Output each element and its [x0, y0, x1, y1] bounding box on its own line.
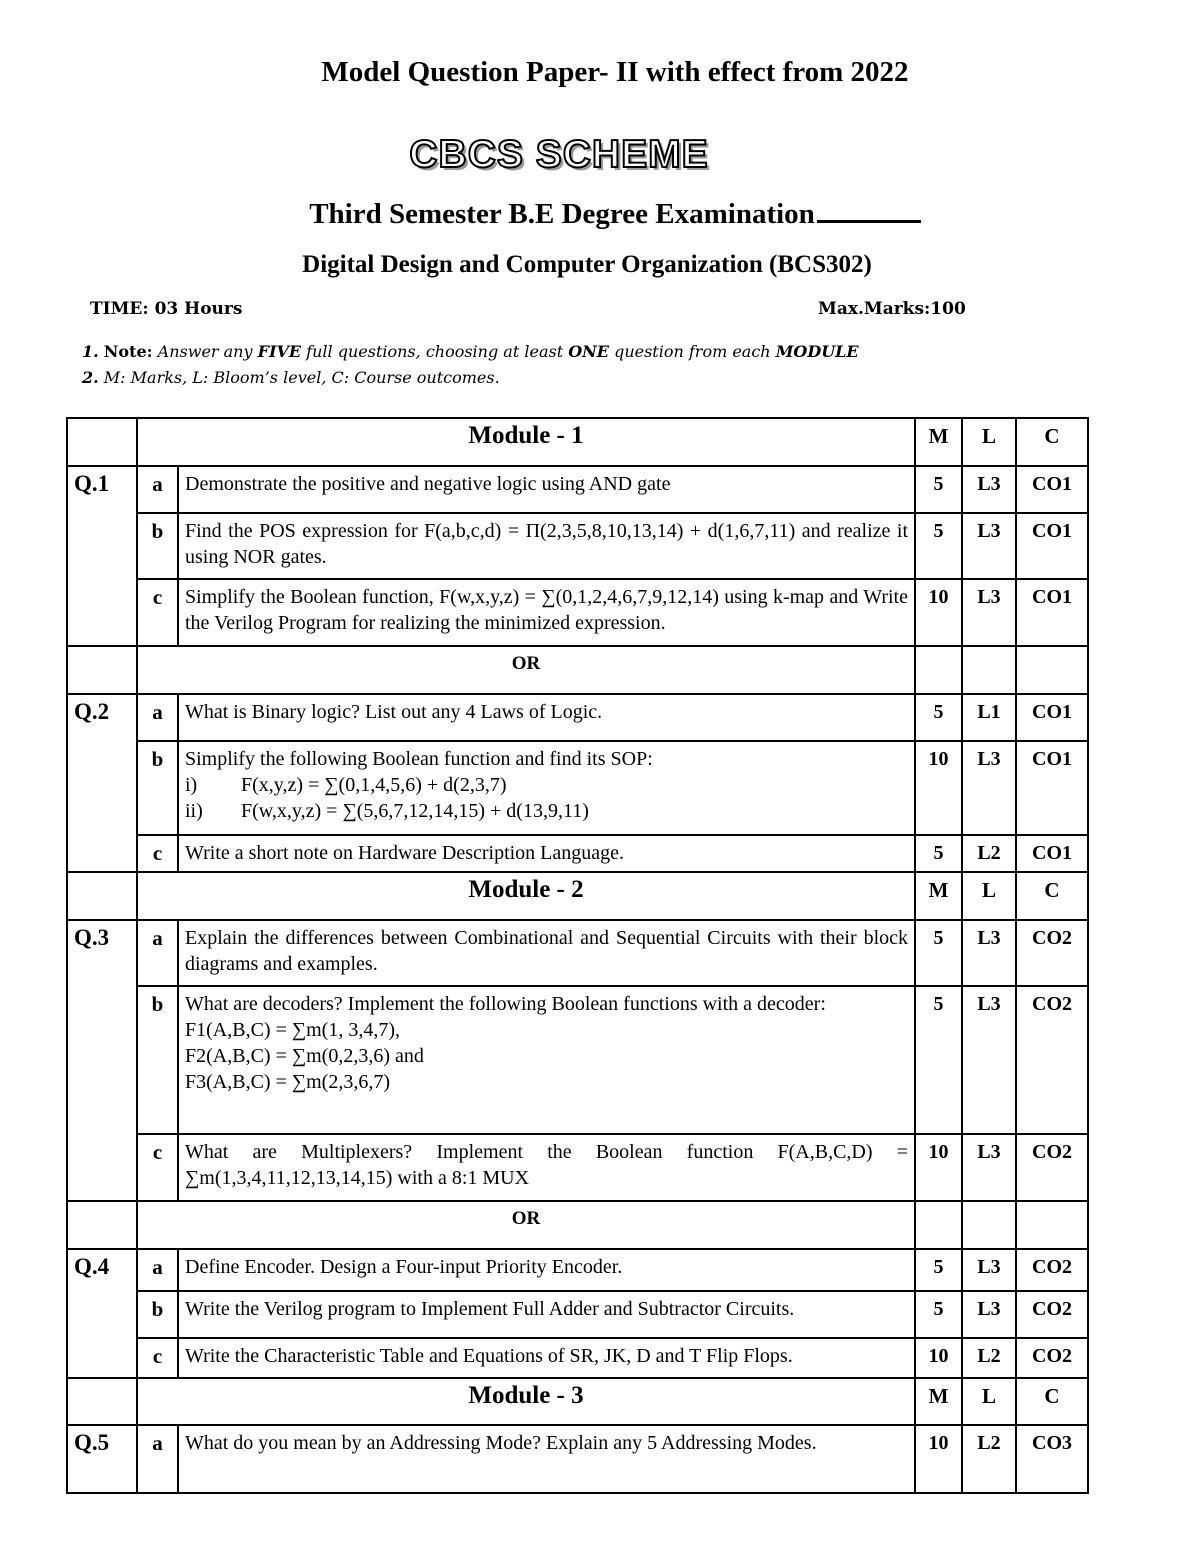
max-marks-label: Max.Marks:100: [818, 299, 966, 319]
co-column-header: C: [1016, 418, 1088, 466]
sub-item-text: F(x,y,z) = ∑(0,1,4,5,6) + d(2,3,7): [241, 774, 507, 796]
marks-column-header: M: [915, 1378, 962, 1425]
level-value: L2: [962, 835, 1016, 872]
part-label: a: [137, 1249, 178, 1291]
module-title: Module - 2: [137, 872, 915, 920]
co-value: CO2: [1016, 1134, 1088, 1201]
part-label: c: [137, 579, 178, 646]
question-row: [67, 466, 1088, 513]
sub-item: [185, 798, 908, 824]
question-row: [67, 920, 1088, 986]
function-line: F2(A,B,C) = ∑m(0,2,3,6) and: [185, 1045, 424, 1067]
question-text: Define Encoder. Design a Four-input Priority Encoder.: [178, 1249, 915, 1291]
empty-cell: [1016, 1201, 1088, 1249]
level-value: L2: [962, 1425, 1016, 1493]
note-2: [82, 368, 500, 387]
empty-cell: [67, 646, 137, 694]
function-line: F1(A,B,C) = ∑m(1, 3,4,7),: [185, 1019, 400, 1041]
note-2-text: M: Marks, L: Bloom’s level, C: Course outcomes.: [103, 368, 500, 387]
question-text: What are decoders? Implement the following Boolean functions with a decoder:: [185, 993, 826, 1015]
empty-cell: [67, 872, 137, 920]
module-header-row: [67, 872, 1088, 920]
co-value: CO3: [1016, 1425, 1088, 1493]
question-row: [67, 1338, 1088, 1378]
marks-value: 5: [915, 835, 962, 872]
marks-value: 5: [915, 1291, 962, 1338]
marks-value: 5: [915, 694, 962, 741]
question-row: [67, 1249, 1088, 1291]
question-number: Q.2: [67, 694, 137, 872]
marks-value: 10: [915, 1425, 962, 1493]
question-text-block: [178, 986, 915, 1134]
function-line: F3(A,B,C) = ∑m(2,3,6,7): [185, 1071, 390, 1093]
or-label: OR: [137, 1201, 915, 1249]
question-text: Simplify the following Boolean function and find its SOP:: [185, 748, 653, 770]
level-value: L3: [962, 920, 1016, 986]
question-number: Q.1: [67, 466, 137, 646]
note-1-text-c: full questions, choosing at least: [306, 342, 564, 361]
question-row: [67, 513, 1088, 579]
or-row: [67, 646, 1088, 694]
empty-cell: [915, 1201, 962, 1249]
level-value: L3: [962, 741, 1016, 835]
part-label: a: [137, 1425, 178, 1493]
part-label: a: [137, 466, 178, 513]
note-1-text-e: question from each: [614, 342, 771, 361]
note-1: [82, 342, 859, 361]
question-row: [67, 986, 1088, 1134]
exam-title-text: Third Semester B.E Degree Examination: [309, 198, 815, 230]
or-row: [67, 1201, 1088, 1249]
note-1-number: 1.: [82, 342, 99, 361]
module-title: Module - 1: [137, 418, 915, 466]
empty-cell: [962, 646, 1016, 694]
question-text: Find the POS expression for F(a,b,c,d) = Π(2,3,5,8,10,13,14) + d(1,6,7,11) and realize it using NOR gates.: [178, 513, 915, 579]
marks-column-header: M: [915, 872, 962, 920]
question-row: [67, 579, 1088, 646]
empty-cell: [915, 646, 962, 694]
marks-value: 5: [915, 986, 962, 1134]
level-value: L3: [962, 986, 1016, 1134]
empty-cell: [67, 1378, 137, 1425]
level-value: L3: [962, 579, 1016, 646]
part-label: c: [137, 1134, 178, 1201]
exam-title: [0, 196, 1200, 231]
note-1-five: FIVE: [257, 342, 302, 361]
marks-value: 5: [915, 1249, 962, 1291]
level-value: L3: [962, 513, 1016, 579]
sub-item-number: ii): [185, 800, 203, 822]
co-column-header: C: [1016, 872, 1088, 920]
level-column-header: L: [962, 872, 1016, 920]
question-text: Demonstrate the positive and negative logic using AND gate: [178, 466, 915, 513]
marks-value: 10: [915, 741, 962, 835]
question-number: Q.4: [67, 1249, 137, 1378]
level-column-header: L: [962, 1378, 1016, 1425]
co-value: CO1: [1016, 741, 1088, 835]
module-header-row: [67, 418, 1088, 466]
sub-item-text: F(w,x,y,z) = ∑(5,6,7,12,14,15) + d(13,9,11): [241, 800, 589, 822]
level-column-header: L: [962, 418, 1016, 466]
level-value: L3: [962, 1291, 1016, 1338]
scheme-logo: CBCS SCHEME: [409, 133, 709, 176]
part-label: b: [137, 1291, 178, 1338]
level-value: L1: [962, 694, 1016, 741]
marks-value: 5: [915, 513, 962, 579]
level-value: L3: [962, 1134, 1016, 1201]
marks-value: 10: [915, 579, 962, 646]
co-value: CO2: [1016, 1249, 1088, 1291]
time-label: TIME: 03 Hours: [90, 299, 243, 319]
co-value: CO1: [1016, 835, 1088, 872]
empty-cell: [1016, 646, 1088, 694]
marks-value: 10: [915, 1338, 962, 1378]
question-number: Q.3: [67, 920, 137, 1201]
part-label: a: [137, 920, 178, 986]
level-value: L3: [962, 466, 1016, 513]
question-table: [66, 417, 1089, 1494]
co-value: CO2: [1016, 920, 1088, 986]
module-header-row: [67, 1378, 1088, 1425]
question-number: Q.5: [67, 1425, 137, 1493]
paper-title: Model Question Paper- II with effect from 2022: [321, 56, 909, 88]
part-label: c: [137, 835, 178, 872]
question-text: Write the Characteristic Table and Equations of SR, JK, D and T Flip Flops.: [178, 1338, 915, 1378]
exam-date-blank: [817, 196, 921, 223]
note-1-one: ONE: [568, 342, 609, 361]
question-text-block: [178, 741, 915, 835]
question-row: [67, 1425, 1088, 1493]
co-value: CO2: [1016, 986, 1088, 1134]
question-row: [67, 741, 1088, 835]
marks-value: 10: [915, 1134, 962, 1201]
sub-item: [185, 772, 908, 798]
marks-value: 5: [915, 920, 962, 986]
empty-cell: [67, 418, 137, 466]
co-value: CO1: [1016, 513, 1088, 579]
question-row: [67, 1291, 1088, 1338]
note-2-number: 2.: [82, 368, 99, 387]
question-row: [67, 1134, 1088, 1201]
question-text: Simplify the Boolean function, F(w,x,y,z) = ∑(0,1,2,4,6,7,9,12,14) using k-map and Write the Verilog Program for realizing the minimized expression.: [178, 579, 915, 646]
question-row: [67, 835, 1088, 872]
marks-value: 5: [915, 466, 962, 513]
part-label: b: [137, 513, 178, 579]
or-label: OR: [137, 646, 915, 694]
note-1-label: Note:: [103, 342, 153, 361]
part-label: c: [137, 1338, 178, 1378]
question-text: Explain the differences between Combinational and Sequential Circuits with their block diagrams and examples.: [178, 920, 915, 986]
empty-cell: [962, 1201, 1016, 1249]
empty-cell: [67, 1201, 137, 1249]
level-value: L2: [962, 1338, 1016, 1378]
question-text: Write a short note on Hardware Description Language.: [178, 835, 915, 872]
co-value: CO1: [1016, 466, 1088, 513]
part-label: b: [137, 986, 178, 1134]
question-text: What are Multiplexers? Implement the Boolean function F(A,B,C,D) = ∑m(1,3,4,11,12,13,14,15) with a 8:1 MUX: [178, 1134, 915, 1201]
co-value: CO2: [1016, 1338, 1088, 1378]
subject-title: Digital Design and Computer Organization (BCS302): [302, 251, 872, 278]
note-1-module: MODULE: [775, 342, 859, 361]
question-row: [67, 694, 1088, 741]
marks-column-header: M: [915, 418, 962, 466]
level-value: L3: [962, 1249, 1016, 1291]
co-column-header: C: [1016, 1378, 1088, 1425]
note-1-text-a: Answer any: [157, 342, 253, 361]
part-label: a: [137, 694, 178, 741]
module-title: Module - 3: [137, 1378, 915, 1425]
question-text: What is Binary logic? List out any 4 Laws of Logic.: [178, 694, 915, 741]
co-value: CO1: [1016, 579, 1088, 646]
co-value: CO2: [1016, 1291, 1088, 1338]
question-text: Write the Verilog program to Implement Full Adder and Subtractor Circuits.: [178, 1291, 915, 1338]
part-label: b: [137, 741, 178, 835]
sub-item-number: i): [185, 774, 198, 796]
co-value: CO1: [1016, 694, 1088, 741]
question-text: What do you mean by an Addressing Mode? Explain any 5 Addressing Modes.: [178, 1425, 915, 1493]
